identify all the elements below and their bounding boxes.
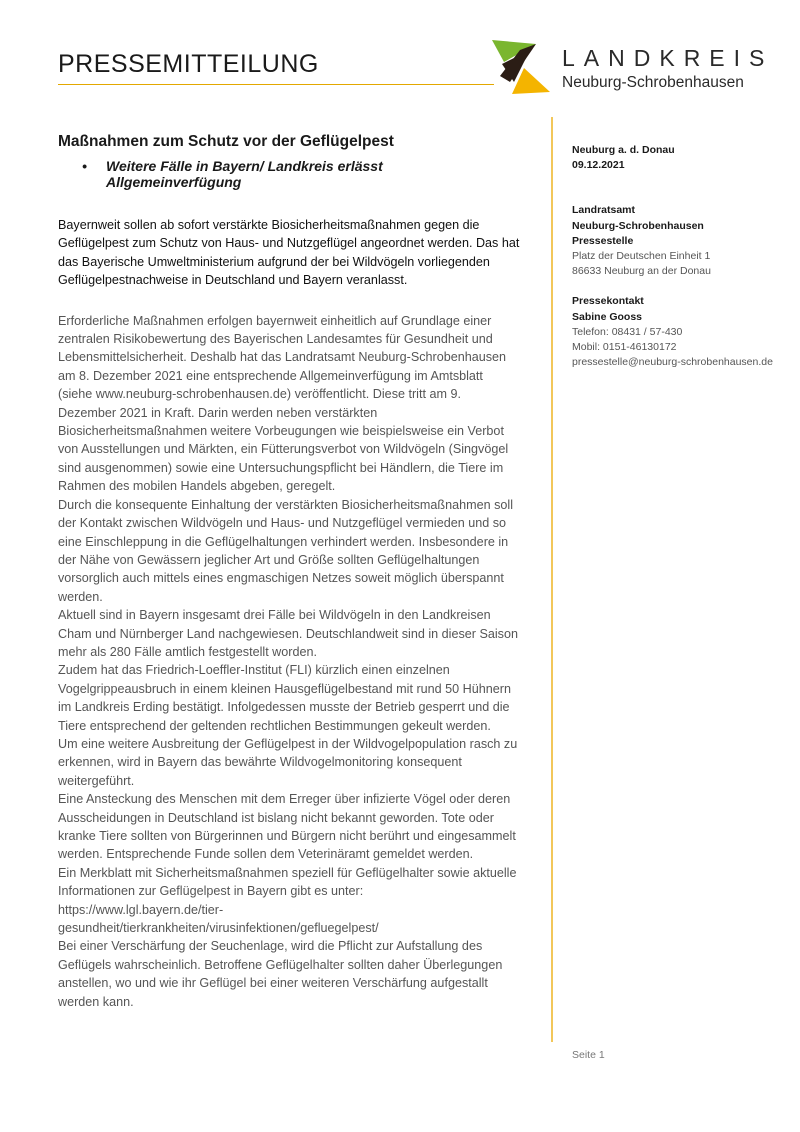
contact-heading: Pressekontakt: [572, 295, 644, 308]
contact-mobile: Mobil: 0151-46130172: [572, 341, 677, 354]
org-department: Pressestelle: [572, 234, 634, 247]
landkreis-logo: [490, 38, 774, 100]
main-content: [58, 133, 520, 1011]
paragraph: Ein Merkblatt mit Sicherheitsmaßnahmen speziell für Geflügelhalter sowie aktuelle Informationen zur Geflügelpest in Bayern gibt es unter: https://www.lgl.bayern.de/tier-gesundheit/tierkrankheiten/virusinfektionen/gefluegelpest/: [58, 865, 517, 936]
org-name: Landratsamt: [572, 204, 636, 217]
address-street: Platz der Deutschen Einheit 1: [572, 250, 711, 263]
paragraph: Eine Ansteckung des Menschen mit dem Erreger über infizierte Vögel oder deren Ausscheidungen in Deutschland ist bislang nicht bekannt geworden. Tote oder kranke Tiere sollten von Bürgerinnen und Bürgern nicht berührt und eingesammelt werden. Entsprechende Funde sollen dem Veterinäramt gemeldet werden.: [58, 792, 516, 862]
landkreis-emblem-icon: [490, 38, 554, 96]
paragraph: Zudem hat das Friedrich-Loeffler-Institut (FLI) kürzlich einen einzelnen Vogelgrippeausbruch in einem kleinen Hausgeflügelbestand mit rund 50 Hühnern im Landkreis Erding bestätigt. Infolgedessen musste der Betrieb gesperrt und die Tiere entsprechend der geltenden rechtlichen Bestimmungen gekeult werden.: [58, 663, 511, 733]
headline: Maßnahmen zum Schutz vor der Geflügelpest: [58, 133, 394, 150]
paragraph: Aktuell sind in Bayern insgesamt drei Fälle bei Wildvögeln in den Landkreisen Cham und Nürnberger Land nachgewiesen. Deutschlandweit sind in dieser Saison mehr als 280 Fälle amtlich festgestellt worden.: [58, 608, 518, 659]
address-city: 86633 Neuburg an der Donau: [572, 265, 711, 278]
page-number: Seite 1: [572, 1049, 605, 1061]
contact-name: Sabine Gooss: [572, 310, 643, 323]
body-text: [58, 312, 520, 1011]
subheadline: [58, 158, 520, 190]
logo-text-district: Neuburg-Schrobenhausen: [562, 74, 744, 91]
contact-email: pressestelle@neuburg-schrobenhausen.de: [572, 356, 773, 369]
date: 09.12.2021: [572, 159, 625, 172]
logo-text-landkreis: LANDKREIS: [562, 45, 774, 71]
subheadline-text: Weitere Fälle in Bayern/ Landkreis erlässt Allgemeinverfügung: [106, 158, 383, 190]
sidebar-info: [572, 143, 782, 370]
paragraph: Bei einer Verschärfung der Seuchenlage, wird die Pflicht zur Aufstallung des Geflügels wahrscheinlich. Betroffene Geflügelhalter sollten daher Überlegungen anstellen, wo und wie ihr Geflügel bei einer weiteren Verschärfung aufgestallt werden kann.: [58, 939, 503, 1009]
sidebar-divider: [551, 117, 553, 1042]
paragraph: Um eine weitere Ausbreitung der Geflügelpest in der Wildvogelpopulation rasch zu erkennen, wird in Bayern das bewährte Wildvogelmonitoring konsequent weitergeführt.: [58, 736, 518, 788]
header-divider: [58, 84, 494, 85]
bullet-icon: •: [82, 158, 87, 174]
document-title: PRESSEMITTEILUNG: [58, 50, 319, 78]
org-district: Neuburg-Schrobenhausen: [572, 219, 704, 232]
paragraph: Durch die konsequente Einhaltung der verstärkten Biosicherheitsmaßnahmen soll der Kontakt zwischen Wildvögeln und Haus- und Nutzgeflügel vermieden und so eine Einschleppung in die Geflügelhaltungen verhindert werden. Insbesondere in der Nähe von Gewässern jeglicher Art und Größe sollten Geflügelhaltungen vorsorglich auch mittels eines engmaschigen Netzes soweit möglich überspannt werden.: [58, 497, 514, 604]
paragraph: Erforderliche Maßnahmen erfolgen bayernweit einheitlich auf Grundlage einer zentralen Risikobewertung des Bayerischen Landesamtes für Gesundheit und Lebensmittelsicherheit. Deshalb hat das Landratsamt Neuburg-Schrobenhausen am 8. Dezember 2021 eine entsprechende Allgemeinverfügung im Amtsblatt (siehe www.neuburg-schrobenhausen.de) veröffentlicht. Diese tritt am 9. Dezember 2021 in Kraft. Darin werden neben verstärkten Biosicherheitsmaßnahmen weitere Vorbeugungen wie beispielsweise ein Verbot von Ausstellungen und Märkten, ein Fütterungsverbot von Wildvögeln (Singvögel sind ausgenommen) sowie eine Untersuchungspflicht bei Händlern, die Tiere im Rahmen des mobilen Handels abgeben, geregelt.: [58, 313, 509, 494]
contact-phone: Telefon: 08431 / 57-430: [572, 325, 683, 338]
place: Neuburg a. d. Donau: [572, 144, 675, 156]
lead-paragraph: Bayernweit sollen ab sofort verstärkte Biosicherheitsmaßnahmen gegen die Geflügelpest zum Schutz von Haus- und Nutzgeflügel angeordnet werden. Das hat das Bayerische Umweltministerium aufgrund der bei Wildvögeln vorliegenden Geflügelpestnachweise in Deutschland und Bayern veranlasst.: [58, 218, 520, 288]
